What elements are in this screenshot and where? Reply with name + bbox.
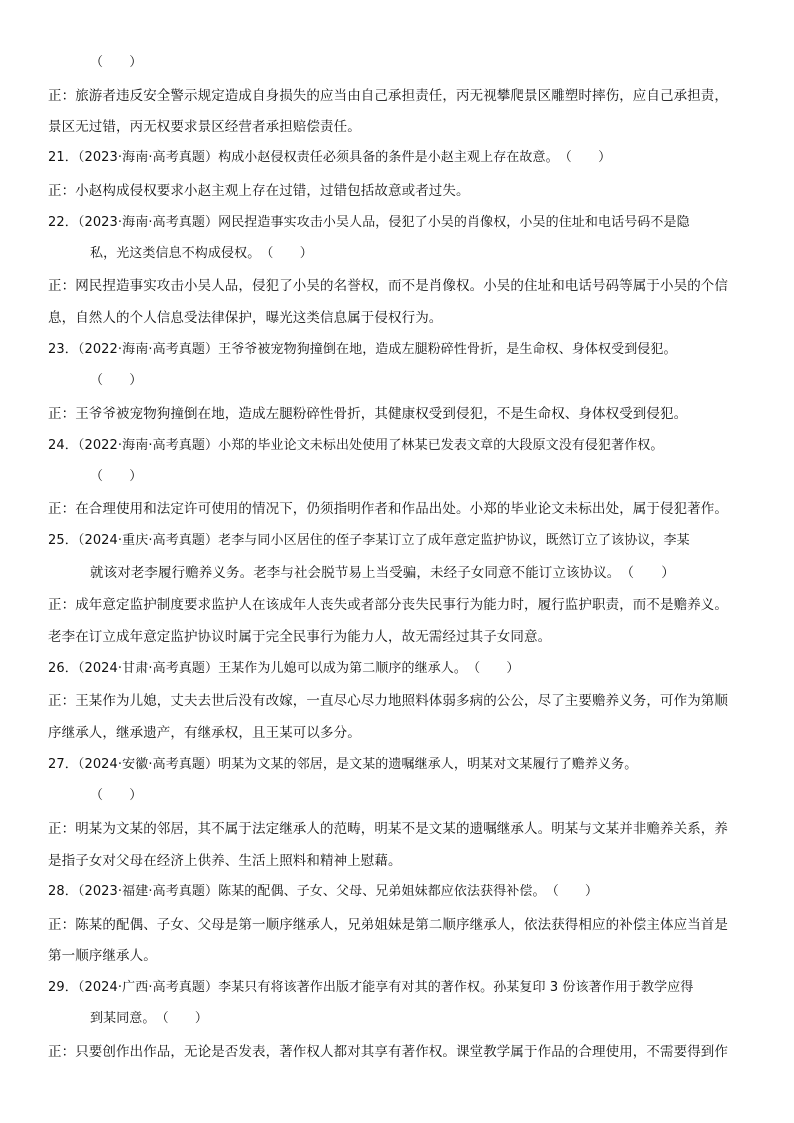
correction-text: 正：网民捏造事实攻击小吴人品，侵犯了小吴的名誉权，而不是肖像权。小吴的住址和电话号码等属于小吴的个信 bbox=[48, 278, 728, 294]
question-22: 22．（2023·海南·高考真题）网民捏造事实攻击小吴人品，侵犯了小吴的肖像权，小吴的住址和电话号码不是隐 bbox=[48, 215, 690, 230]
question-29: 29．（2024·广西·高考真题）李某只有将该著作出版才能享有对其的著作权。孙某复印 3 份该著作用于教学应得 bbox=[48, 980, 694, 995]
correction-text: 景区无过错，丙无权要求景区经营者承担赔偿责任。 bbox=[48, 119, 361, 135]
correction-text: 正：成年意定监护制度要求监护人在该成年人丧失或者部分丧失民事行为能力时，履行监护职责，而不是赡养义。 bbox=[48, 597, 728, 613]
question-26: 26．（2024·甘肃·高考真题）王某作为儿媳可以成为第二顺序的继承人。 （ ） bbox=[48, 661, 520, 676]
answer-blank: （ ） bbox=[90, 373, 143, 388]
correction-text: 正：陈某的配偶、子女、父母是第一顺序继承人，兄弟姐妹是第二顺序继承人，依法获得相应的补偿主体应当首是 bbox=[48, 917, 728, 933]
question-22-cont: 私，光这类信息不构成侵权。 （ ） bbox=[90, 246, 313, 261]
correction-text: 息，自然人的个人信息受法律保护，曝光这类信息属于侵权行为。 bbox=[48, 310, 443, 326]
question-24: 24．（2022·海南·高考真题）小郑的毕业论文未标出处使用了林某已发表文章的大段原文没有侵犯著作权。 bbox=[48, 438, 664, 453]
question-27: 27．（2024·安徽·高考真题）明某为文某的邻居，是文某的遗嘱继承人，明某对文某履行了赡养义务。 bbox=[48, 757, 638, 772]
answer-blank: （ ） bbox=[90, 469, 143, 484]
correction-text: 正：王爷爷被宠物狗撞倒在地，造成左腿粉碎性骨折，其健康权受到侵犯，不是生命权、身体权受到侵犯。 bbox=[48, 406, 688, 422]
question-25: 25．（2024·重庆·高考真题）老李与同小区居住的侄子李某订立了成年意定监护协议，既然订立了该协议，李某 bbox=[48, 533, 690, 548]
correction-text: 第一顺序继承人。 bbox=[48, 948, 157, 964]
correction-text: 序继承人，继承遗产，有继承权，且王某可以多分。 bbox=[48, 725, 361, 741]
answer-blank: （ ） bbox=[90, 788, 143, 803]
answer-blank: （ ） bbox=[90, 55, 143, 70]
correction-text: 正：旅游者违反安全警示规定造成自身损失的应当由自己承担责任，丙无视攀爬景区雕塑时摔伤，应自己承担责， bbox=[48, 88, 728, 104]
correction-text: 正：在合理使用和法定许可使用的情况下，仍须指明作者和作品出处。小郑的毕业论文未标出处，属于侵犯著作。 bbox=[48, 501, 728, 517]
correction-text: 正：小赵构成侵权要求小赵主观上存在过错，过错包括故意或者过失。 bbox=[48, 183, 470, 199]
correction-text: 正：明某为文某的邻居，其不属于法定继承人的范畴，明某不是文某的遗嘱继承人。明某与文某并非赡养关系，养 bbox=[48, 821, 728, 837]
question-25-cont: 就该对老李履行赡养义务。老李与社会脱节易上当受骗，未经子女同意不能订立该协议。 （ ） bbox=[90, 565, 675, 581]
correction-text: 正：王某作为儿媳，丈夫去世后没有改嫁，一直尽心尽力地照料体弱多病的公公，尽了主要赡养义务，可作为第顺 bbox=[48, 693, 728, 709]
question-29-cont: 到某同意。 （ ） bbox=[90, 1011, 209, 1026]
correction-text: 是指子女对父母在经济上供养、生活上照料和精神上慰藉。 bbox=[48, 853, 402, 869]
question-23: 23．（2022·海南·高考真题）王爷爷被宠物狗撞倒在地，造成左腿粉碎性骨折，是生命权、身体权受到侵犯。 bbox=[48, 342, 677, 357]
question-21: 21．（2023·海南·高考真题）构成小赵侵权责任必须具备的条件是小赵主观上存在故意。 （ ） bbox=[48, 150, 612, 165]
question-28: 28．（2023·福建·高考真题）陈某的配偶、子女、父母、兄弟姐妹都应依法获得补偿。 （ ） bbox=[48, 884, 599, 899]
correction-text: 正：只要创作出作品，无论是否发表，著作权人都对其享有著作权。课堂教学属于作品的合理使用，不需要得到作 bbox=[48, 1044, 728, 1060]
correction-text: 老李在订立成年意定监护协议时属于完全民事行为能力人，故无需经过其子女同意。 bbox=[48, 629, 552, 645]
